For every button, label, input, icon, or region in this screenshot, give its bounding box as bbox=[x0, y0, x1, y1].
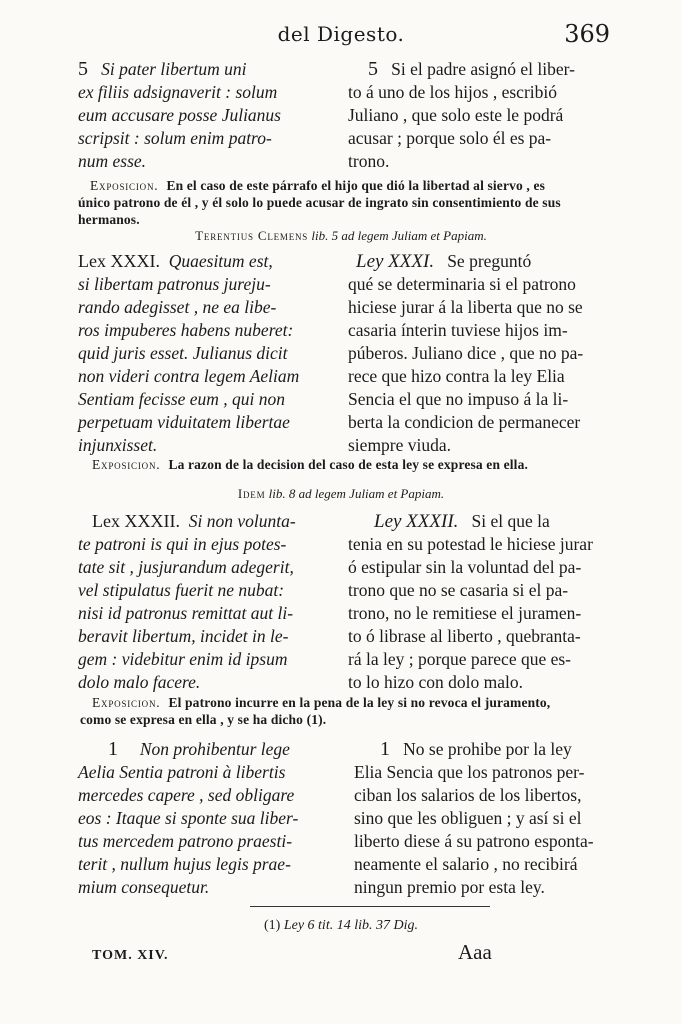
source-reference: lib. 5 ad legem Juliam et Papiam. bbox=[311, 228, 487, 243]
ley-label: Ley XXXII. bbox=[374, 511, 459, 532]
spanish-line: púberos. Juliano dice , que no pa- bbox=[348, 343, 584, 363]
spanish-line: trono que no se casaria si el pa- bbox=[348, 580, 569, 600]
latin-line: si libertam patronus jureju- bbox=[78, 274, 271, 294]
spanish-line: rece que hizo contra la ley Elia bbox=[348, 366, 565, 386]
spanish-line: trono, no le remitiese el juramen- bbox=[348, 603, 582, 623]
paragraph-number: 1 bbox=[108, 738, 118, 760]
spanish-line: casaria ínterin tuviese hijos im- bbox=[348, 320, 568, 340]
latin-line: ex filiis adsignaverit : solum bbox=[78, 82, 278, 102]
paragraph-number: 1 bbox=[380, 738, 390, 760]
exposition-1 bbox=[78, 177, 618, 228]
latin-lex-xxxii bbox=[78, 510, 346, 694]
spanish-paragraph-5 bbox=[348, 58, 610, 173]
footnote-rule bbox=[250, 906, 490, 907]
exposition-line: La razon de la decision del caso de esta ley se expresa en ella. bbox=[168, 457, 529, 472]
latin-line: eos : Itaque si sponte sua liber- bbox=[78, 808, 299, 828]
spanish-line: to ó librase al liberto , quebranta- bbox=[348, 626, 581, 646]
latin-line: vel stipulatus fuerit ne nubat: bbox=[78, 580, 285, 600]
exposition-3 bbox=[80, 694, 620, 728]
latin-line: Si non volunta- bbox=[188, 511, 296, 531]
latin-line: perpetuam viduitatem libertae bbox=[78, 412, 290, 432]
latin-line: quid juris esset. Julianus dicit bbox=[78, 343, 288, 363]
spanish-line: ciban los salarios de los libertos, bbox=[354, 785, 582, 805]
exposition-label: Exposicion. bbox=[92, 457, 161, 472]
latin-line: eum accusare posse Julianus bbox=[78, 105, 281, 125]
footnote-mark: (1) bbox=[264, 918, 281, 933]
latin-line: non videri contra legem Aeliam bbox=[78, 366, 300, 386]
latin-paragraph-1 bbox=[78, 738, 346, 899]
latin-line: num esse. bbox=[78, 151, 147, 171]
source-reference: lib. 8 ad legem Juliam et Papiam. bbox=[268, 486, 445, 501]
exposition-line: En el caso de este párrafo el hijo que dió la libertad al siervo , es bbox=[166, 178, 546, 193]
exposition-line: único patrono de él , y él solo lo puede acusar de ingrato sin consentimiento de sus bbox=[78, 195, 561, 210]
footnote bbox=[0, 918, 682, 934]
spanish-line: to á uno de los hijos , escribió bbox=[348, 82, 558, 102]
spanish-line: rá la ley ; porque parece que es- bbox=[348, 649, 572, 669]
running-header: del Digesto. bbox=[277, 22, 405, 46]
exposition-line: El patrono incurre en la pena de la ley si no revoca el juramento, bbox=[168, 695, 551, 710]
latin-line: Sentiam fecisse eum , qui non bbox=[78, 389, 286, 409]
exposition-line: como se expresa en ella , y se ha dicho (1). bbox=[80, 712, 327, 727]
exposition-label: Exposicion. bbox=[90, 178, 159, 193]
latin-line: mium consequetur. bbox=[78, 877, 210, 897]
spanish-line: qué se determinaria si el patrono bbox=[348, 274, 576, 294]
exposition-2 bbox=[92, 456, 622, 473]
latin-line: tus mercedem patrono praesti- bbox=[78, 831, 293, 851]
latin-line: te patroni is qui in ejus potes- bbox=[78, 534, 287, 554]
latin-line: beravit libertum, incidet in le- bbox=[78, 626, 289, 646]
spanish-line: sino que les obliguen ; y así si el bbox=[354, 808, 582, 828]
latin-line: terit , nullum hujus legis prae- bbox=[78, 854, 291, 874]
latin-line: Non prohibentur lege bbox=[139, 739, 290, 759]
spanish-line: berta la condicion de permanecer bbox=[348, 412, 581, 432]
latin-lex-xxxi bbox=[78, 250, 346, 457]
spanish-line: Sencia el que no impuso á la li- bbox=[348, 389, 569, 409]
ley-label: Ley XXXI. bbox=[356, 251, 435, 272]
spanish-line: Si el padre asignó el liber- bbox=[391, 59, 575, 79]
spanish-line: tenia en su potestad le hiciese jurar bbox=[348, 534, 593, 554]
spanish-line: Juliano , que solo este le podrá bbox=[348, 105, 564, 125]
latin-line: injunxisset. bbox=[78, 435, 158, 455]
latin-line: gem : videbitur enim id ipsum bbox=[78, 649, 288, 669]
spanish-line: hiciese jurar á la liberta que no se bbox=[348, 297, 583, 317]
spanish-line: Elia Sencia que los patronos per- bbox=[354, 762, 585, 782]
spanish-line: ningun premio por esta ley. bbox=[354, 877, 545, 897]
paragraph-number: 5 bbox=[78, 58, 88, 80]
lex-label: Lex XXXI. bbox=[78, 251, 160, 271]
latin-line: Aelia Sentia patroni à libertis bbox=[78, 762, 286, 782]
spanish-paragraph-1 bbox=[354, 738, 616, 899]
spanish-line: liberto diese á su patrono esponta- bbox=[354, 831, 594, 851]
footnote-text: Ley 6 tit. 14 lib. 37 Dig. bbox=[283, 918, 418, 933]
spanish-line: to lo hizo con dolo malo. bbox=[348, 672, 523, 692]
latin-line: ros impuberes habens nuberet: bbox=[78, 320, 294, 340]
spanish-line: Si el que la bbox=[471, 511, 550, 531]
volume-label: TOM. XIV. bbox=[92, 948, 169, 963]
spanish-ley-xxxi bbox=[348, 250, 610, 457]
latin-line: Quaesitum est, bbox=[168, 251, 273, 271]
source-citation bbox=[0, 486, 682, 502]
spanish-ley-xxxii bbox=[348, 510, 610, 694]
latin-line: mercedes capere , sed obligare bbox=[78, 785, 295, 805]
spanish-line: Se preguntó bbox=[447, 251, 532, 271]
spanish-line: siempre viuda. bbox=[348, 435, 452, 455]
exposition-label: Exposicion. bbox=[92, 695, 161, 710]
latin-line: tate sit , jusjurandum adegerit, bbox=[78, 557, 294, 577]
source-citation bbox=[0, 228, 682, 244]
latin-line: dolo malo facere. bbox=[78, 672, 201, 692]
spanish-line: neamente el salario , no recibirá bbox=[354, 854, 578, 874]
spanish-line: trono. bbox=[348, 151, 390, 171]
latin-line: nisi id patronus remittat aut li- bbox=[78, 603, 294, 623]
signature-mark: Aaa bbox=[458, 940, 492, 964]
spanish-line: ó estipular sin la voluntad del pa- bbox=[348, 557, 582, 577]
exposition-line: hermanos. bbox=[78, 212, 140, 227]
latin-line: Si pater libertum uni bbox=[101, 59, 247, 79]
latin-line: rando adegisset , ne ea libe- bbox=[78, 297, 277, 317]
spanish-line: acusar ; porque solo él es pa- bbox=[348, 128, 552, 148]
page-number: 369 bbox=[564, 20, 610, 48]
latin-line: scripsit : solum enim patro- bbox=[78, 128, 272, 148]
source-author: Idem bbox=[237, 486, 266, 501]
lex-label: Lex XXXII. bbox=[92, 511, 180, 531]
latin-paragraph-5 bbox=[78, 58, 346, 173]
source-author: Terentius Clemens bbox=[195, 228, 309, 243]
paragraph-number: 5 bbox=[368, 58, 378, 80]
spanish-line: No se prohibe por la ley bbox=[403, 739, 572, 759]
